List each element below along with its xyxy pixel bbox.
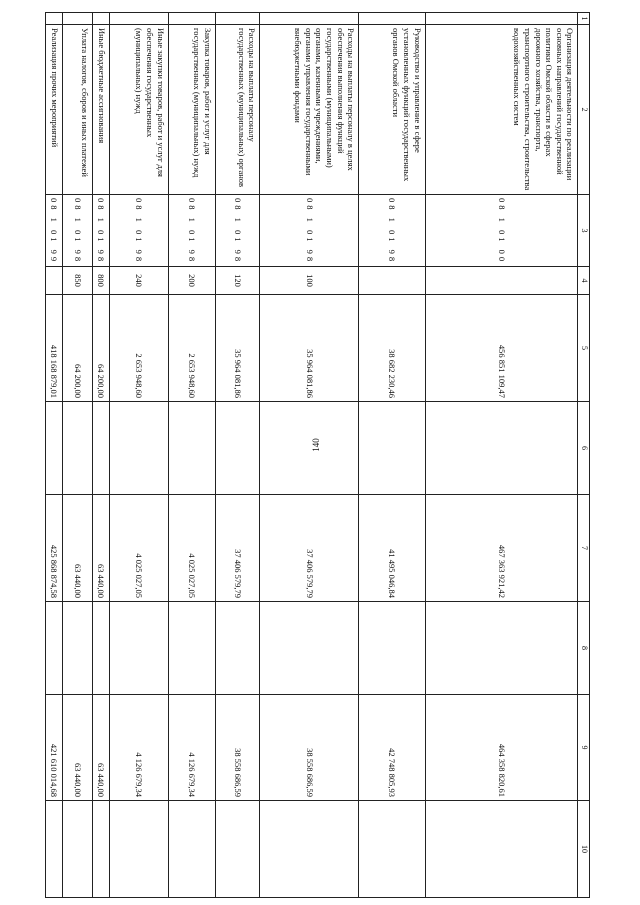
row-code: 08 1 01 00 (425, 195, 578, 267)
row-value-9: 42 748 805,93 (359, 695, 425, 801)
row-name: Иные бюджетные ассигнования (93, 25, 109, 195)
row-value-5: 418 168 879,01 (46, 295, 63, 402)
row-number-cell (425, 13, 578, 25)
row-name: Иные закупки товаров, работ и услуг для обеспечения государственных (муниципальных) нужд (109, 25, 168, 195)
row-vr: 240 (109, 267, 168, 295)
budget-table-rotated (45, 12, 590, 897)
row-name: Расходы на выплаты персоналу государственных (муниципальных) органов (215, 25, 259, 195)
header-cell: 3 (578, 195, 590, 267)
header-cell: 1 (578, 13, 590, 25)
row-value-7: 41 495 046,84 (359, 495, 425, 602)
row-value-8 (359, 602, 425, 695)
row-value-5: 35 964 081,86 (260, 295, 359, 402)
row-code: 08 1 01 98 (62, 195, 93, 267)
row-value-7: 63 440,00 (93, 495, 109, 602)
row-value-6 (168, 402, 215, 495)
header-cell: 5 (578, 295, 590, 402)
row-number-cell (62, 13, 93, 25)
row-number-cell (359, 13, 425, 25)
row-name: Закупка товаров, работ и услуг для государственных (муниципальных) нужд (168, 25, 215, 195)
row-value-6 (215, 402, 259, 495)
row-vr: 800 (93, 267, 109, 295)
row-value-8 (46, 602, 63, 695)
row-number-cell (260, 13, 359, 25)
row-value-5: 64 200,00 (62, 295, 93, 402)
row-value-8 (62, 602, 93, 695)
row-name: Организация деятельности по реализации основных направлений государственной политики Омской области в сферах дорожного хозяйства, транспорта, транспортного строительства, строительства водохозяйственных систем (425, 25, 578, 195)
row-value-8 (425, 602, 578, 695)
row-value-8 (93, 602, 109, 695)
header-cell: 8 (578, 602, 590, 695)
row-vr (46, 267, 63, 295)
table-row (215, 13, 259, 898)
row-value-8 (215, 602, 259, 695)
row-value-8 (168, 602, 215, 695)
row-code: 08 1 01 98 (109, 195, 168, 267)
row-code: 08 1 01 98 (93, 195, 109, 267)
row-value-9: 4 126 679,34 (168, 695, 215, 801)
row-code: 08 1 01 98 (215, 195, 259, 267)
row-code: 08 1 01 99 (46, 195, 63, 267)
row-number-cell (109, 13, 168, 25)
row-name: Уплата налогов, сборов и иных платежей (62, 25, 93, 195)
row-value-5: 64 200,00 (93, 295, 109, 402)
row-value-9: 63 440,00 (62, 695, 93, 801)
row-value-6 (260, 402, 359, 495)
row-value-10 (46, 801, 63, 898)
row-value-9: 464 358 820,61 (425, 695, 578, 801)
row-value-7: 467 363 921,42 (425, 495, 578, 602)
row-code: 08 1 01 98 (260, 195, 359, 267)
row-value-5: 456 851 109,47 (425, 295, 578, 402)
table-row (359, 13, 425, 898)
budget-table (45, 12, 590, 898)
table-row (62, 13, 93, 898)
row-vr: 850 (62, 267, 93, 295)
header-cell: 4 (578, 267, 590, 295)
row-value-6 (46, 402, 63, 495)
row-value-7: 63 440,00 (62, 495, 93, 602)
row-value-9: 38 558 686,59 (260, 695, 359, 801)
header-cell: 6 (578, 402, 590, 495)
row-value-9: 63 440,00 (93, 695, 109, 801)
page-number: 140 (311, 438, 321, 452)
row-value-6 (93, 402, 109, 495)
row-value-9: 4 126 679,34 (109, 695, 168, 801)
row-number-cell (215, 13, 259, 25)
row-value-6 (62, 402, 93, 495)
row-value-10 (168, 801, 215, 898)
row-number-cell (168, 13, 215, 25)
row-value-7: 37 406 579,79 (260, 495, 359, 602)
row-value-5: 38 682 230,46 (359, 295, 425, 402)
row-value-7: 425 868 874,58 (46, 495, 63, 602)
row-value-10 (109, 801, 168, 898)
row-value-8 (109, 602, 168, 695)
row-value-5: 35 964 081,86 (215, 295, 259, 402)
row-value-6 (359, 402, 425, 495)
row-value-10 (93, 801, 109, 898)
row-vr: 200 (168, 267, 215, 295)
table-row (109, 13, 168, 898)
row-value-5: 2 653 948,60 (168, 295, 215, 402)
table-row (425, 13, 578, 898)
row-value-10 (425, 801, 578, 898)
row-vr: 120 (215, 267, 259, 295)
table-row (93, 13, 109, 898)
table-row (46, 13, 63, 898)
header-cell: 10 (578, 801, 590, 898)
row-value-9: 421 610 014,68 (46, 695, 63, 801)
table-row (168, 13, 215, 898)
row-name: Расходы на выплаты персоналу в целях обеспечения выполнения функций государственными (муниципальными) органами, казенными учреждениями, органами управления государственными внебюджетными фондами (260, 25, 359, 195)
row-value-6 (425, 402, 578, 495)
row-value-7: 4 025 027,05 (168, 495, 215, 602)
header-cell: 7 (578, 495, 590, 602)
row-vr (425, 267, 578, 295)
row-value-10 (62, 801, 93, 898)
row-value-7: 4 025 027,05 (109, 495, 168, 602)
row-value-8 (260, 602, 359, 695)
row-vr: 100 (260, 267, 359, 295)
table-header-row (578, 13, 590, 898)
header-cell: 2 (578, 25, 590, 195)
row-code: 08 1 01 98 (168, 195, 215, 267)
row-code: 08 1 01 98 (359, 195, 425, 267)
row-vr (359, 267, 425, 295)
table-row (260, 13, 359, 898)
row-value-9: 38 558 686,59 (215, 695, 259, 801)
row-number-cell (93, 13, 109, 25)
row-value-10 (260, 801, 359, 898)
row-value-7: 37 406 579,79 (215, 495, 259, 602)
row-value-6 (109, 402, 168, 495)
row-name: Руководство и управление в сфере установленных функций государственных органов Омской области (359, 25, 425, 195)
row-value-10 (215, 801, 259, 898)
row-number-cell (46, 13, 63, 25)
header-cell: 9 (578, 695, 590, 801)
row-name: Реализация прочих мероприятий (46, 25, 63, 195)
row-value-5: 2 653 948,60 (109, 295, 168, 402)
row-value-10 (359, 801, 425, 898)
